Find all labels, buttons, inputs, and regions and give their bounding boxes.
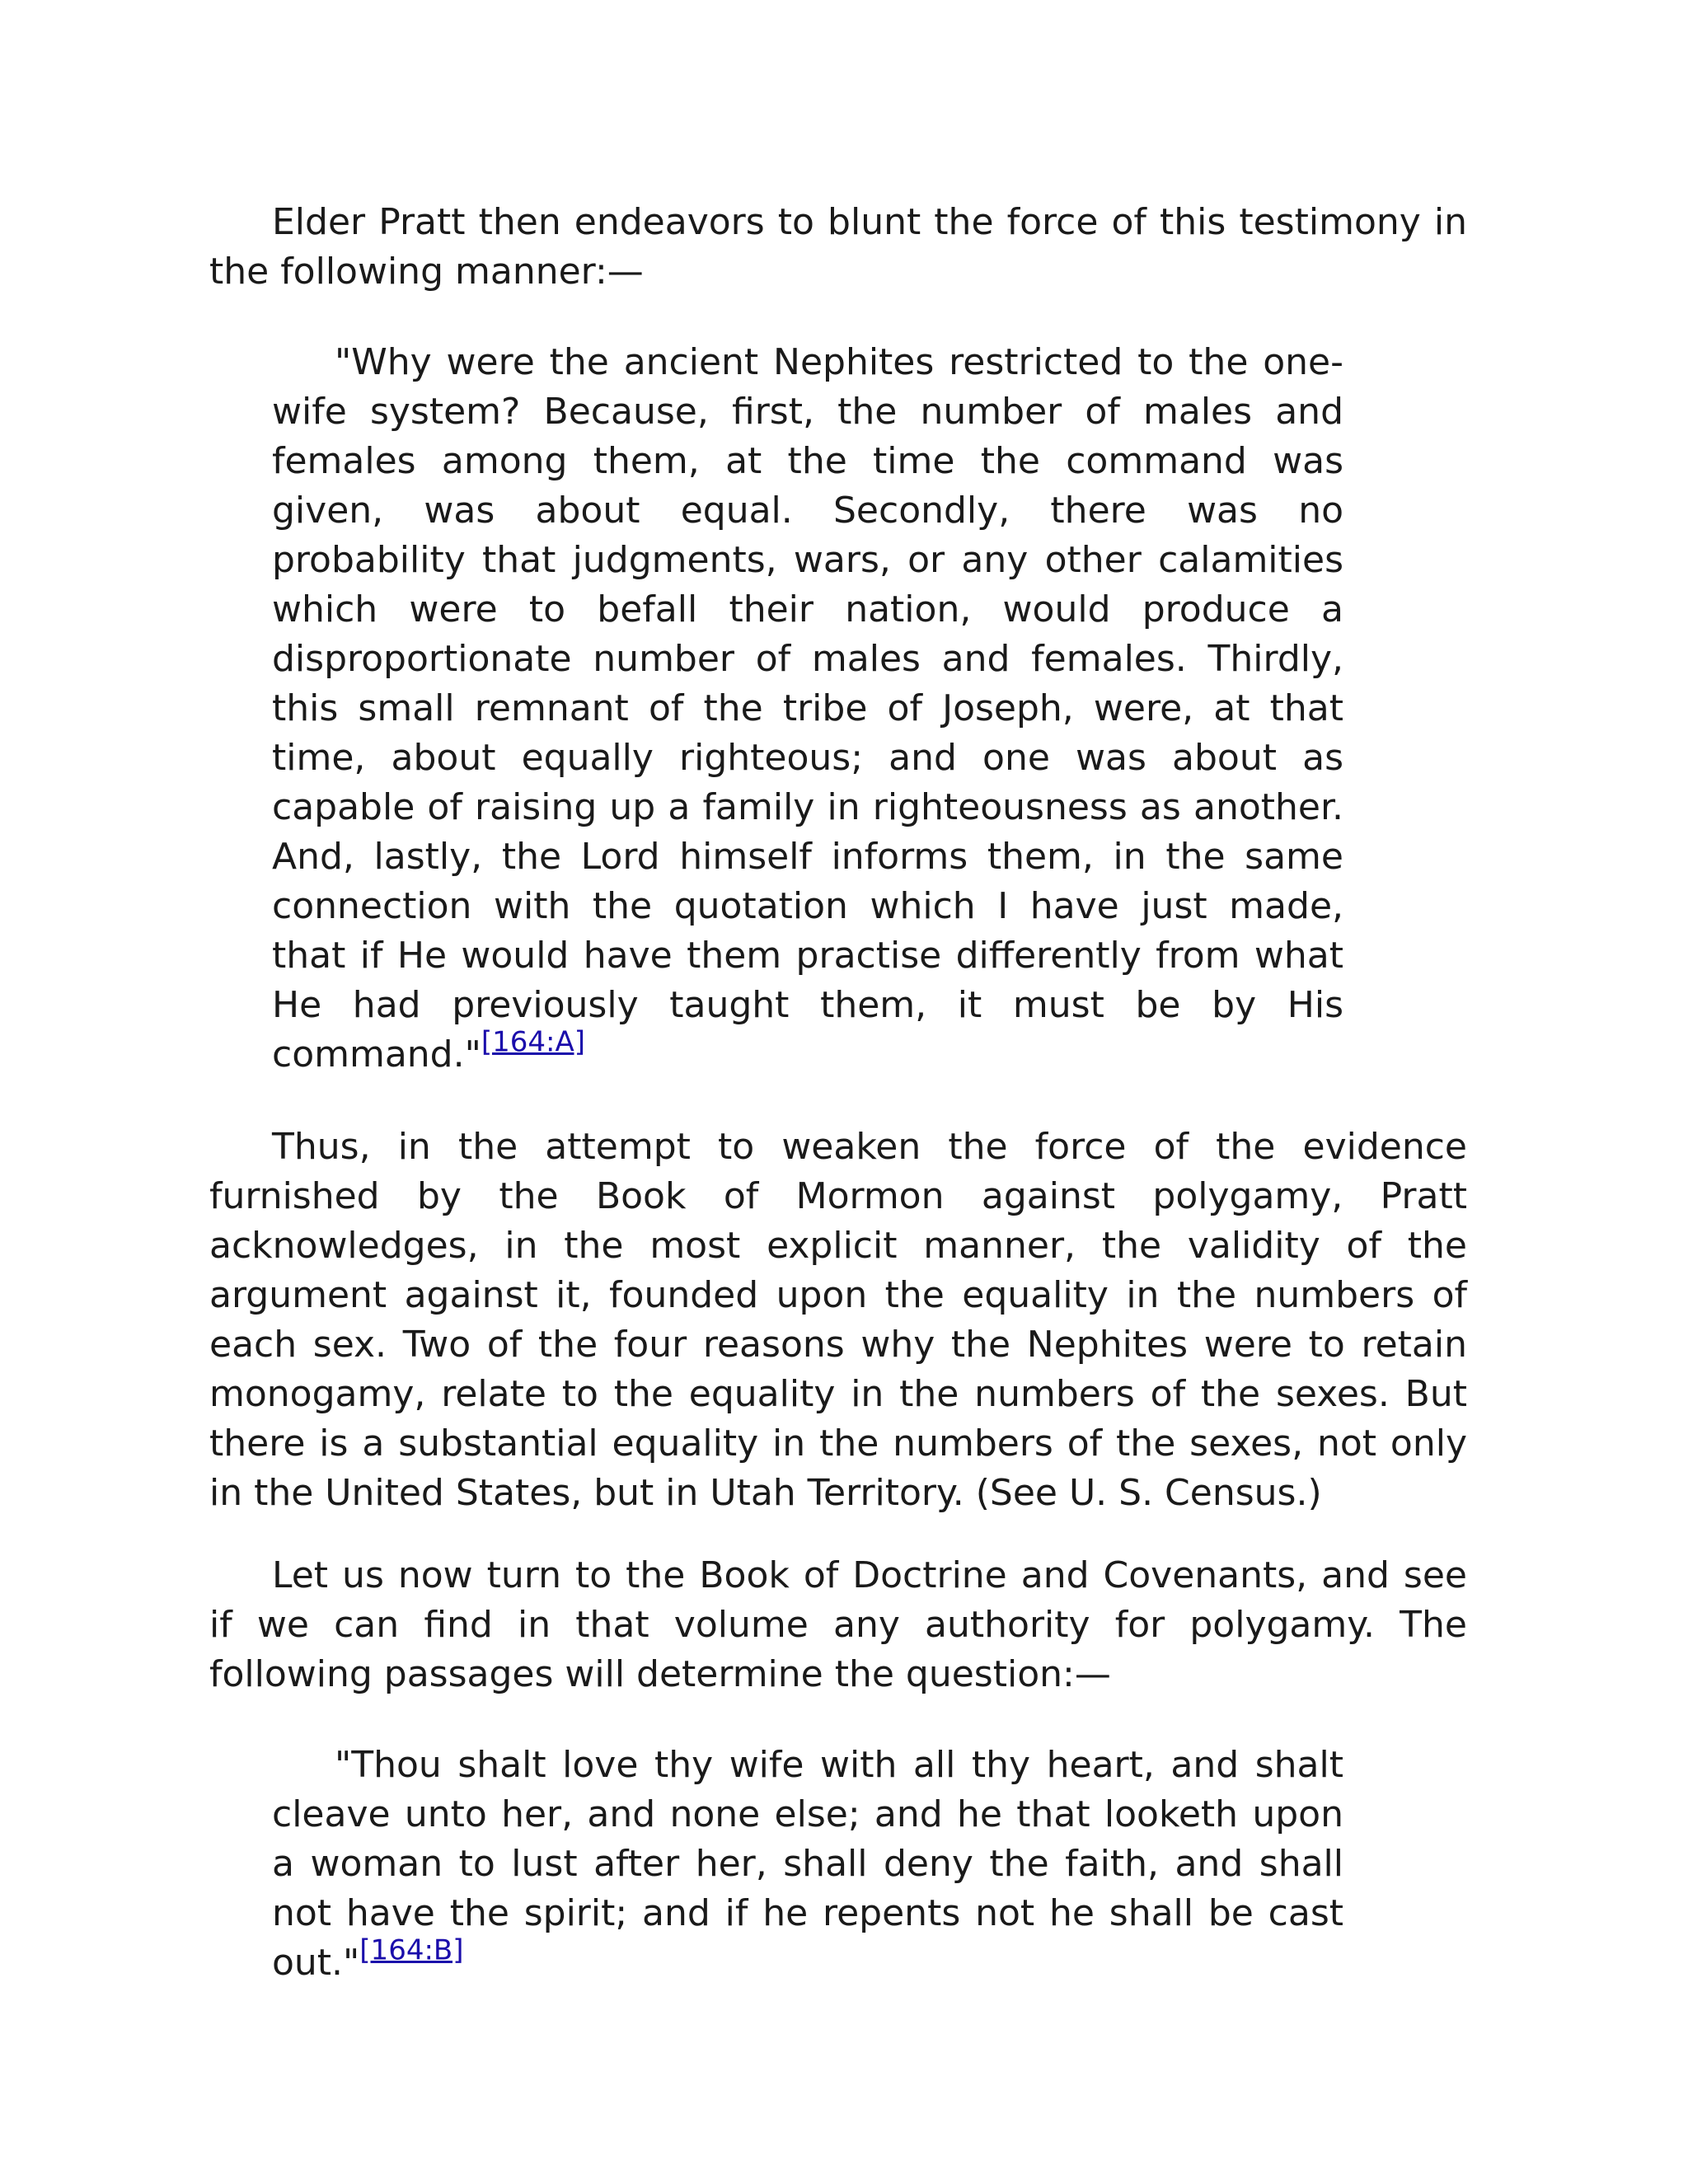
paragraph-analysis (209, 1122, 1467, 1518)
blockquote-pratt-text: "Why were the ancient Nephites restricted to the one-wife system? Because, first, the number of males and females among them, at the time the command was given, was about equal. Secondly, there was no probability that judgments, wars, or any other calamities which were to befall their nation, would produce a disproportionate number of males and females. Thirdly, this small remnant of the tribe of Joseph, were, at that time, about equally righteous; and one was about as capable of raising up a family in righteousness as another. And, lastly, the Lord himself informs them, in the same connection with the quotation which I have just made, that if He would have them practise differently from what He had previously taught them, it must be by His command." (272, 341, 1343, 1076)
footnote-ref-164a-wrapper (481, 1025, 585, 1058)
blockquote-doctrine (272, 1741, 1343, 1988)
blockquote-pratt (272, 338, 1343, 1080)
paragraph-doctrine (209, 1551, 1467, 1699)
paragraph-intro-text: Elder Pratt then endeavors to blunt the force of this testimony in the following manner:— (209, 201, 1467, 293)
footnote-ref-164b-wrapper (359, 1933, 463, 1966)
paragraph-doctrine-text: Let us now turn to the Book of Doctrine and Covenants, and see if we can find in that volume any authority for polygamy. The following passages will determine the question:— (209, 1554, 1467, 1695)
paragraph-analysis-text: Thus, in the attempt to weaken the force of the evidence furnished by the Book of Mormon against polygamy, Pratt acknowledges, in the most explicit manner, the validity of the argument against it, founded upon the equality in the numbers of each sex. Two of the four reasons why the Nephites were to retain monogamy, relate to the equality in the numbers of the sexes. But there is a substantial equality in the numbers of the sexes, not only in the United States, but in Utah Territory. (See U. S. Census.) (209, 1126, 1467, 1514)
footnote-link-164a[interactable]: [164:A] (481, 1025, 585, 1059)
footnote-link-164b[interactable]: [164:B] (359, 1933, 464, 1967)
paragraph-intro (209, 198, 1467, 297)
blockquote-doctrine-text: "Thou shalt love thy wife with all thy heart, and shalt cleave unto her, and none else; and he that looketh upon a woman to lust after her, shall deny the faith, and shall not have the spirit; and if he repents not he shall be cast out." (272, 1744, 1343, 1984)
page-body (209, 198, 1467, 2029)
